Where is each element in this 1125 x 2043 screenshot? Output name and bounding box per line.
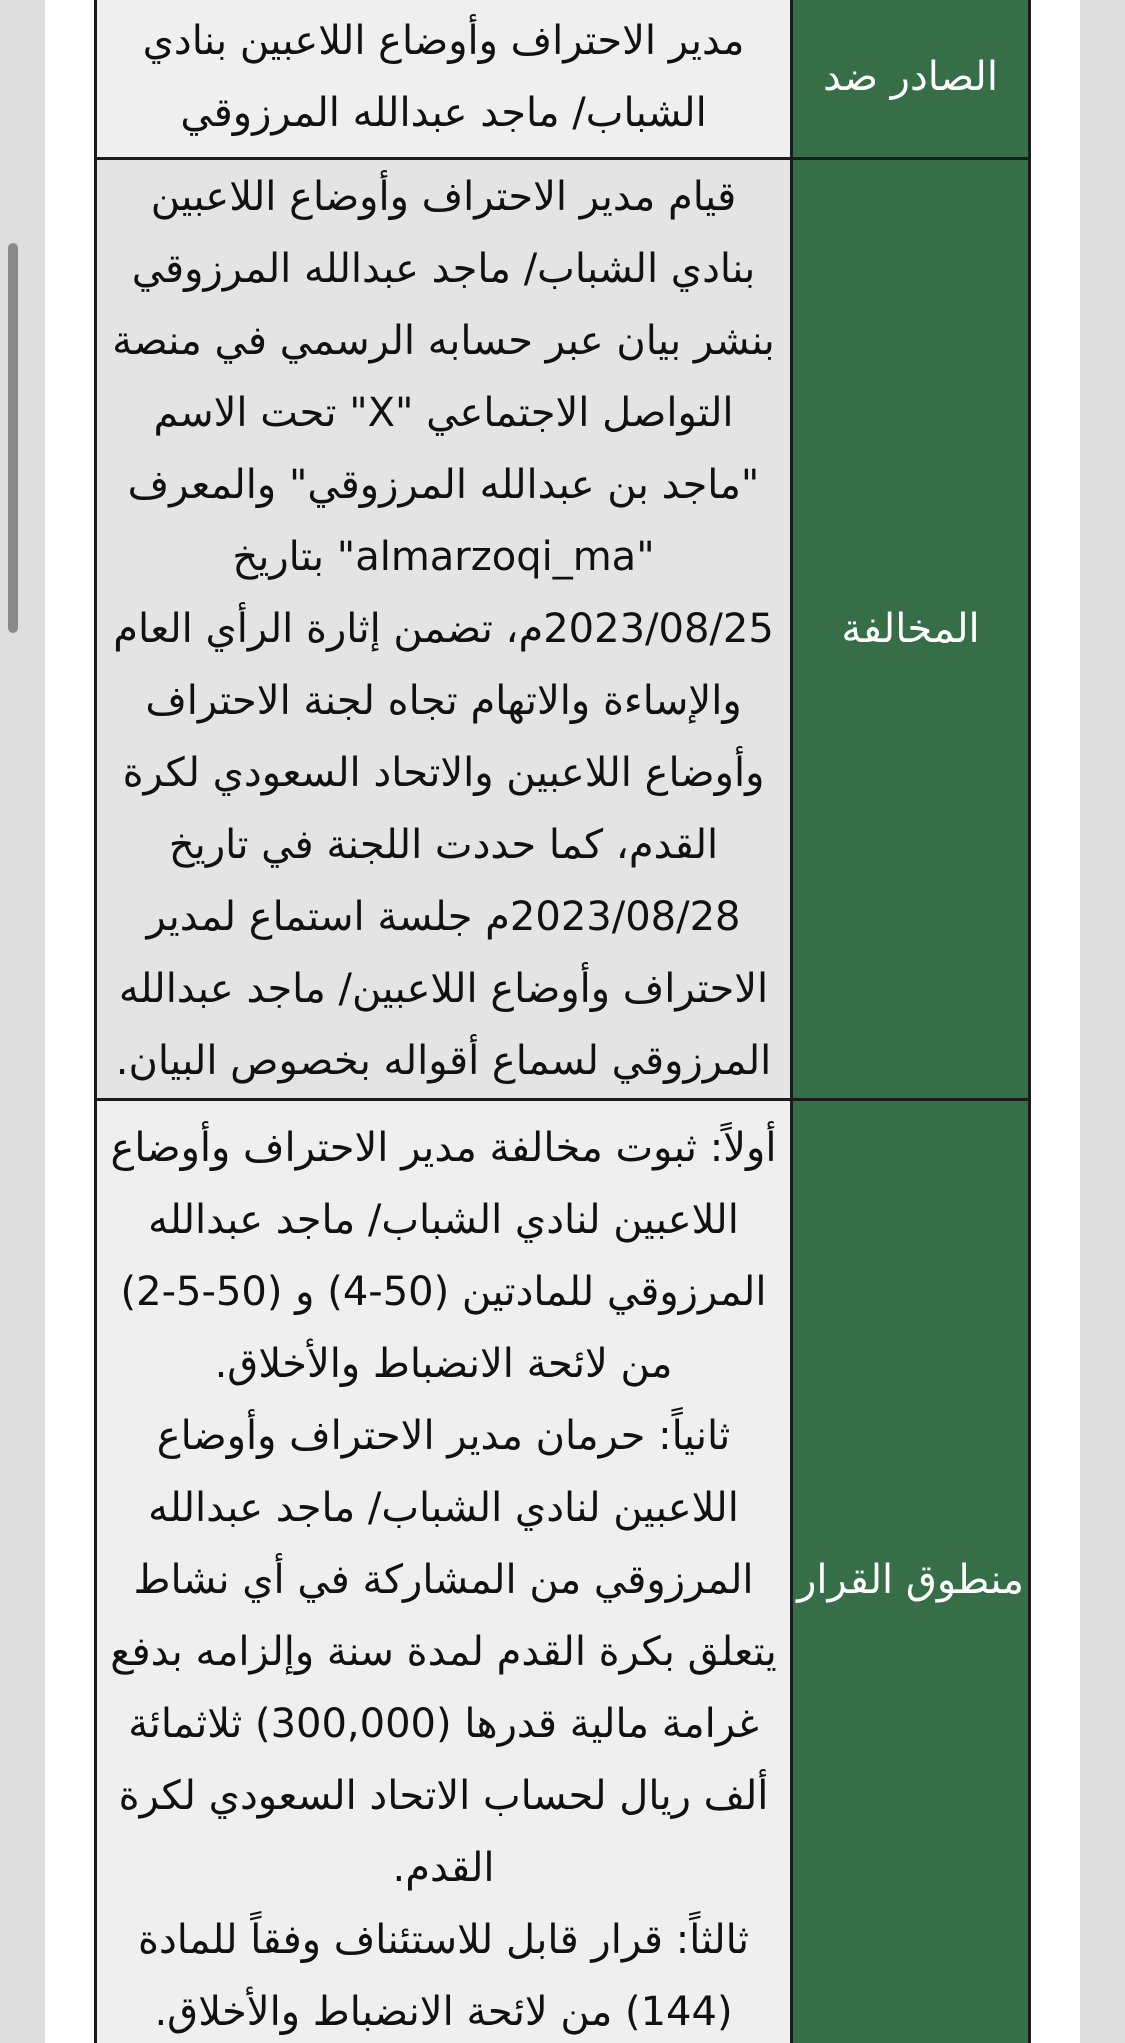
text-line: التواصل الاجتماعي "X" تحت الاسم <box>153 390 734 436</box>
text-line: "almarzoqi_ma" بتاريخ <box>232 534 655 580</box>
text-line: قيام مدير الاحتراف وأوضاع اللاعبين <box>150 174 737 220</box>
row-label: المخالفة <box>792 159 1030 1100</box>
text-line: أولاً: ثبوت مخالفة مدير الاحتراف وأوضاع <box>110 1124 777 1171</box>
scrollbar-thumb[interactable] <box>8 243 18 633</box>
row-value <box>96 0 792 159</box>
row-value <box>96 1100 792 2043</box>
row-value <box>96 159 792 1100</box>
text-line: الاحتراف وأوضاع اللاعبين/ ماجد عبدالله <box>118 966 769 1012</box>
text-line: ثانياً: حرمان مدير الاحتراف وأوضاع <box>156 1412 731 1459</box>
text-line: اللاعبين لنادي الشباب/ ماجد عبدالله <box>148 1484 739 1531</box>
row-label: الصادر ضد <box>792 0 1030 159</box>
decision-table <box>94 0 1031 2043</box>
table-row-decision <box>96 1100 1030 2043</box>
text-line: بنادي الشباب/ ماجد عبدالله المرزوقي <box>131 246 756 292</box>
text-line: "ماجد بن عبدالله المرزوقي" والمعرف <box>127 462 760 508</box>
text-line: من لائحة الانضباط والأخلاق. <box>214 1340 673 1387</box>
text-line: مدير الاحتراف وأوضاع اللاعبين بنادي <box>142 18 745 64</box>
text-line: المرزوقي للمادتين (50-4) و (50-5-2) <box>120 1268 767 1315</box>
row-label: منطوق القرار <box>792 1100 1030 2043</box>
text-line: المرزوقي من المشاركة في أي نشاط <box>133 1556 754 1603</box>
text-line: (144) من لائحة الانضباط والأخلاق. <box>154 1988 733 2035</box>
text-line: ثالثاً: قرار قابل للاستئناف وفقاً للمادة <box>138 1916 749 1963</box>
table-row-violation <box>96 159 1030 1100</box>
text-line: غرامة مالية قدرها (300,000) ثلاثمائة <box>128 1700 759 1747</box>
text-line: بنشر بيان عبر حسابه الرسمي في منصة <box>112 318 775 364</box>
text-line: المرزوقي لسماع أقواله بخصوص البيان. <box>115 1038 772 1084</box>
text-line: ألف ريال لحساب الاتحاد السعودي لكرة <box>118 1772 769 1819</box>
text-line: اللاعبين لنادي الشباب/ ماجد عبدالله <box>148 1196 739 1243</box>
text-line: والإساءة والاتهام تجاه لجنة الاحتراف <box>145 678 742 724</box>
text-line: وأوضاع اللاعبين والاتحاد السعودي لكرة <box>122 750 765 796</box>
text-line: يتعلق بكرة القدم لمدة سنة وإلزامه بدفع <box>110 1628 777 1675</box>
text-line: القدم. <box>392 1844 495 1891</box>
text-line: 2023/08/28م جلسة استماع لمدير <box>146 894 741 940</box>
text-line: الشباب/ ماجد عبدالله المرزوقي <box>180 90 707 136</box>
text-line: القدم، كما حددت اللجنة في تاريخ <box>168 822 719 868</box>
table-row-issued-against <box>96 0 1030 159</box>
text-line: 2023/08/25م، تضمن إثارة الرأي العام <box>113 606 774 652</box>
